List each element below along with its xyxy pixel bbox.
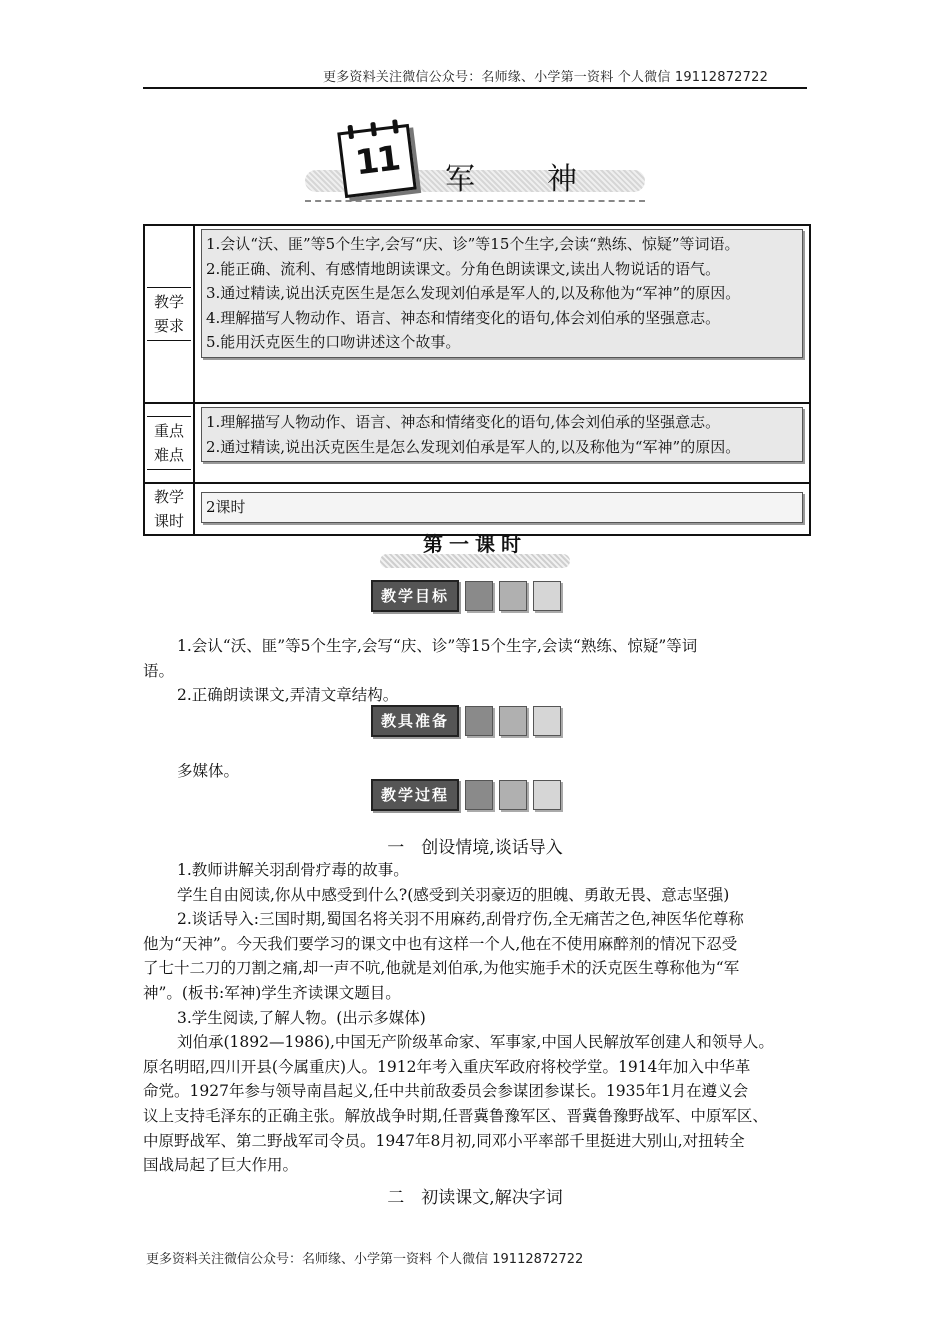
objective-line: 1.会认“沃、匪”等5个生字,会写“庆、诊”等15个生字,会读“熟练、惊疑”等词	[177, 637, 698, 655]
process-line: 刘伯承(1892—1986),中国无产阶级革命家、军事家,中国人民解放军创建人和领导人。	[177, 1033, 774, 1052]
materials-line: 多媒体。	[177, 762, 240, 780]
process-line: 国战局起了巨大作用。	[143, 1156, 299, 1175]
calendar-icon	[337, 124, 417, 198]
process-badge-label: 教学过程	[371, 779, 459, 811]
process-line: 2.谈话导入:三国时期,蜀国名将关羽不用麻药,刮骨疗伤,全无痛苦之色,神医华佗尊称	[177, 910, 744, 929]
key-points-box	[201, 407, 803, 462]
process-line: 了七十二刀的刀割之痛,却一声不吭,他就是刘伯承,为他实施手术的沃克医生尊称他为“军	[143, 959, 740, 978]
process-line: 命党。1927年参与领导南昌起义,任中共前敌委员会参谋团参谋长。1935年1月在遵义会	[143, 1082, 749, 1101]
process-line: 原名明昭,四川开县(今属重庆)人。1912年考入重庆军政府将校学堂。1914年加入中华革	[143, 1057, 751, 1076]
materials-badge	[371, 705, 561, 737]
lesson-title: 军神	[445, 162, 649, 197]
requirement-item: 2.能正确、流利、有感情地朗读课文。分角色朗读课文,读出人物说话的语气。	[206, 259, 721, 278]
header-divider	[143, 87, 807, 89]
row-label: 教学课时	[147, 482, 191, 536]
banner-dashed-rule	[305, 200, 645, 202]
header-note: 更多资料关注微信公众号：名师缘、小学第一资料 个人微信 19112872722	[323, 70, 769, 85]
requirements-row	[145, 226, 809, 404]
process-badge	[371, 779, 561, 811]
lesson-number: 11	[353, 138, 401, 184]
lesson-title-banner	[305, 120, 649, 210]
class-hours-box	[201, 492, 803, 523]
key-points-row	[145, 404, 809, 484]
requirement-item: 5.能用沃克医生的口吻讲述这个故事。	[206, 333, 461, 351]
lesson-period-heading	[380, 528, 570, 568]
key-point-item: 2.通过精读,说出沃克医生是怎么发现刘伯承是军人的,以及称他为“军神”的原因。	[206, 437, 741, 456]
footer-note: 更多资料关注微信公众号：名师缘、小学第一资料 个人微信 19112872722	[146, 1252, 584, 1267]
process-line: 中原野战军、第二野战军司令员。1947年8月初,同邓小平率部千里挺进大别山,对扭转全	[143, 1131, 745, 1150]
process-line: 学生自由阅读,你从中感受到什么?(感受到关羽豪迈的胆魄、勇敢无畏、意志坚强)	[177, 885, 730, 904]
row-label: 教学要求	[147, 287, 191, 341]
class-hours-value: 2课时	[206, 498, 246, 516]
objective-line: 2.正确朗读课文,弄清文章结构。	[177, 686, 399, 705]
objective-line: 语。	[143, 661, 175, 680]
process-part1-text	[143, 858, 807, 1178]
lesson-period-text: 第一课时	[423, 532, 527, 556]
process-part2-heading: 二 初读课文,解决字词	[387, 1188, 563, 1208]
objectives-badge-label: 教学目标	[371, 580, 459, 612]
objectives-text	[143, 634, 807, 708]
key-point-item: 1.理解描写人物动作、语言、神态和情绪变化的语句,体会刘伯承的坚强意志。	[206, 413, 721, 431]
process-line: 1.教师讲解关羽刮骨疗毒的故事。	[177, 861, 409, 879]
requirements-table	[143, 224, 811, 536]
requirement-item: 1.会认“沃、匪”等5个生字,会写“庆、诊”等15个生字,会读“熟练、惊疑”等词语。	[206, 235, 740, 253]
requirement-item: 4.理解描写人物动作、语言、神态和情绪变化的语句,体会刘伯承的坚强意志。	[206, 308, 721, 327]
process-line: 3.学生阅读,了解人物。(出示多媒体)	[177, 1008, 426, 1027]
requirement-item: 3.通过精读,说出沃克医生是怎么发现刘伯承是军人的,以及称他为“军神”的原因。	[206, 284, 741, 302]
process-line: 他为“天神”。今天我们要学习的课文中也有这样一个人,他在不使用麻醉剂的情况下忍受	[143, 934, 738, 953]
row-label: 重点难点	[147, 416, 191, 470]
process-part1-heading: 一 创设情境,谈话导入	[387, 838, 563, 858]
requirements-box	[201, 229, 803, 358]
process-line: 神”。(板书:军神)学生齐读课文题目。	[143, 983, 401, 1002]
objectives-badge	[371, 580, 561, 612]
class-hours-row	[145, 484, 809, 534]
process-line: 议上支持毛泽东的正确主张。解放战争时期,任晋冀鲁豫军区、晋冀鲁豫野战军、中原军区、	[143, 1106, 768, 1125]
materials-badge-label: 教具准备	[371, 705, 459, 737]
